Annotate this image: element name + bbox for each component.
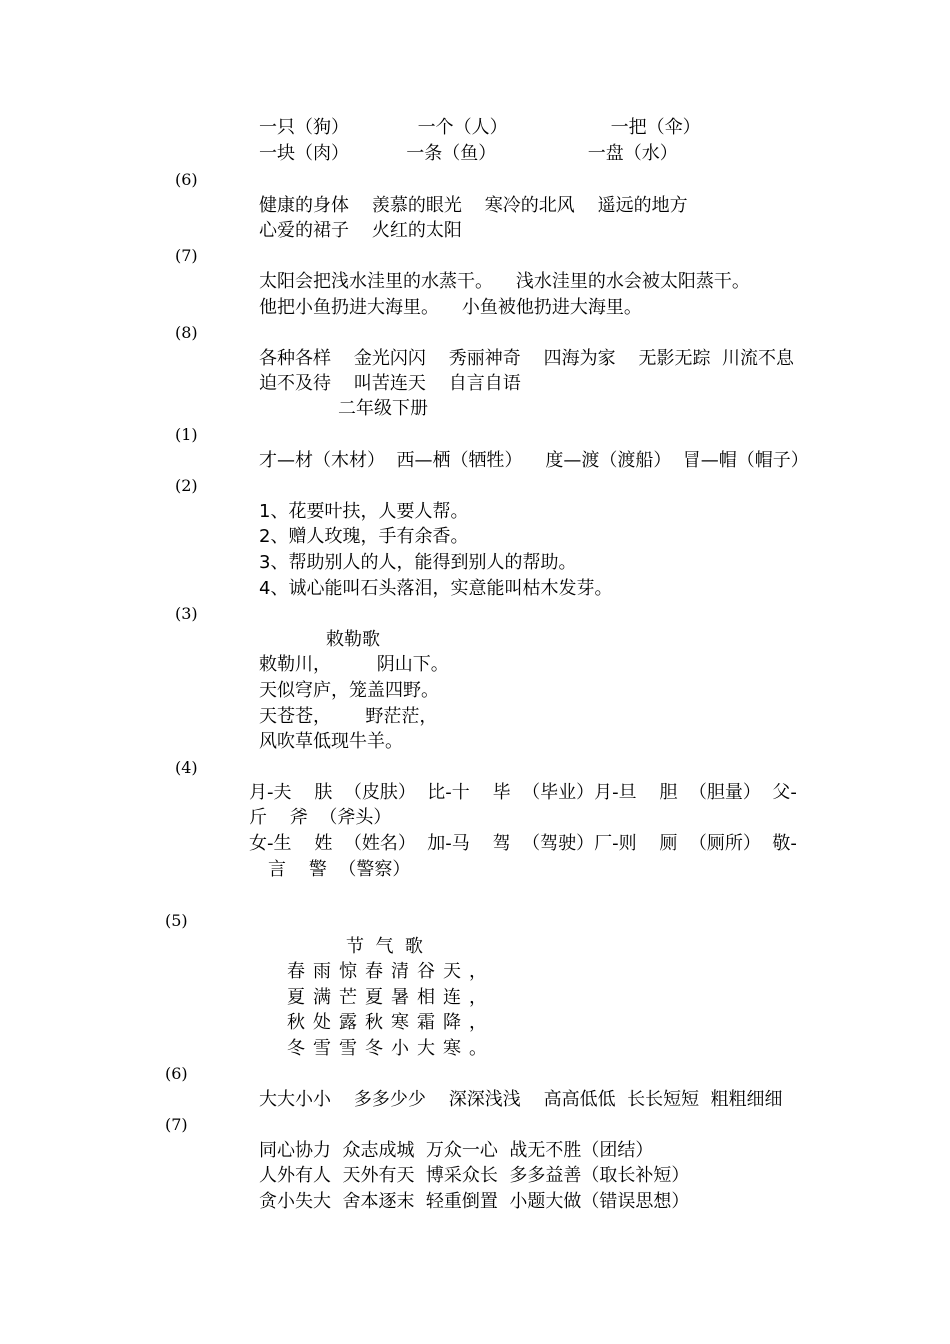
song-line-2: 夏满芒夏暑相连， [287,987,495,1008]
section-number-6: (6) [175,170,198,189]
radical-line-2-continued: 言 警 （警察） [268,859,411,880]
section-number-6-b: (6) [165,1064,188,1083]
measure-word-line-2: 一块（肉） 一条（鱼） 一盘（水） [259,143,678,164]
proverb-line-1: 1、花要叶扶，人要人帮。 [259,501,469,522]
section-number-8: (8) [175,323,198,342]
radical-line-2: 女-生 姓 （姓名） 加-马 驾 （驾驶）厂-则 厕 （厕所） 敬- [249,833,797,854]
radical-line-1: 月-夫 肤 （皮肤） 比-十 毕 （毕业）月-旦 胆 （胆量） 父- [249,782,797,803]
poem-title: 敕勒歌 [326,629,380,650]
phrase-line-1: 健康的身体 羡慕的眼光 寒冷的北风 遥远的地方 [259,195,688,216]
poem-line-2: 天似穹庐，笼盖四野。 [259,680,439,701]
phrase-line-2: 心爱的裙子 火红的太阳 [259,220,462,241]
section-heading: 二年级下册 [338,398,428,419]
idiom-group-line-2: 人外有人 天外有天 博采众长 多多益善（取长补短） [259,1165,690,1186]
song-line-4: 冬雪雪冬小大寒。 [287,1038,495,1059]
proverb-line-4: 4、诚心能叫石头落泪，实意能叫枯木发芽。 [259,578,613,599]
proverb-line-2: 2、赠人玫瑰，手有余香。 [259,526,469,547]
section-number-4: (4) [175,758,198,777]
song-line-3: 秋处露秋寒霜降， [287,1012,495,1033]
sentence-line-1: 太阳会把浅水洼里的水蒸干。 浅水洼里的水会被太阳蒸干。 [259,271,750,292]
idiom-group-line-1: 同心协力 众志成城 万众一心 战无不胜（团结） [259,1140,654,1161]
section-number-7: (7) [175,246,198,265]
word-pattern-line: 大大小小 多多少少 深深浅浅 高高低低 长长短短 粗粗细细 [259,1089,783,1110]
section-number-7-b: (7) [165,1115,188,1134]
idiom-line-1: 各种各样 金光闪闪 秀丽神奇 四海为家 无影无踪 川流不息 [259,348,794,369]
section-number-1: (1) [175,425,198,444]
poem-line-3: 天苍苍， 野茫茫， [259,706,438,727]
sentence-line-2: 他把小鱼扔进大海里。 小鱼被他扔进大海里。 [259,297,642,318]
song-line-1: 春雨惊春清谷天， [287,961,495,982]
section-number-5: (5) [165,911,188,930]
poem-line-4: 风吹草低现牛羊。 [259,731,403,752]
proverb-line-3: 3、帮助别人的人，能得到别人的帮助。 [259,552,577,573]
idiom-line-2: 迫不及待 叫苦连天 自言自语 [259,373,521,394]
character-line: 才—材（木材） 西—栖（牺牲） 度—渡（渡船） 冒—帽（帽子） [259,450,809,471]
poem-line-1: 敕勒川， 阴山下。 [259,654,449,675]
measure-word-line-1: 一只（狗） 一个（人） 一把（伞） [259,117,701,138]
idiom-group-line-3: 贪小失大 舍本逐末 轻重倒置 小题大做（错误思想） [259,1191,690,1212]
section-number-3: (3) [175,604,198,623]
section-number-2: (2) [175,476,198,495]
solar-term-song-title: 节 气 歌 [346,936,423,957]
radical-line-1-continued: 斤 斧 （斧头） [249,807,392,828]
